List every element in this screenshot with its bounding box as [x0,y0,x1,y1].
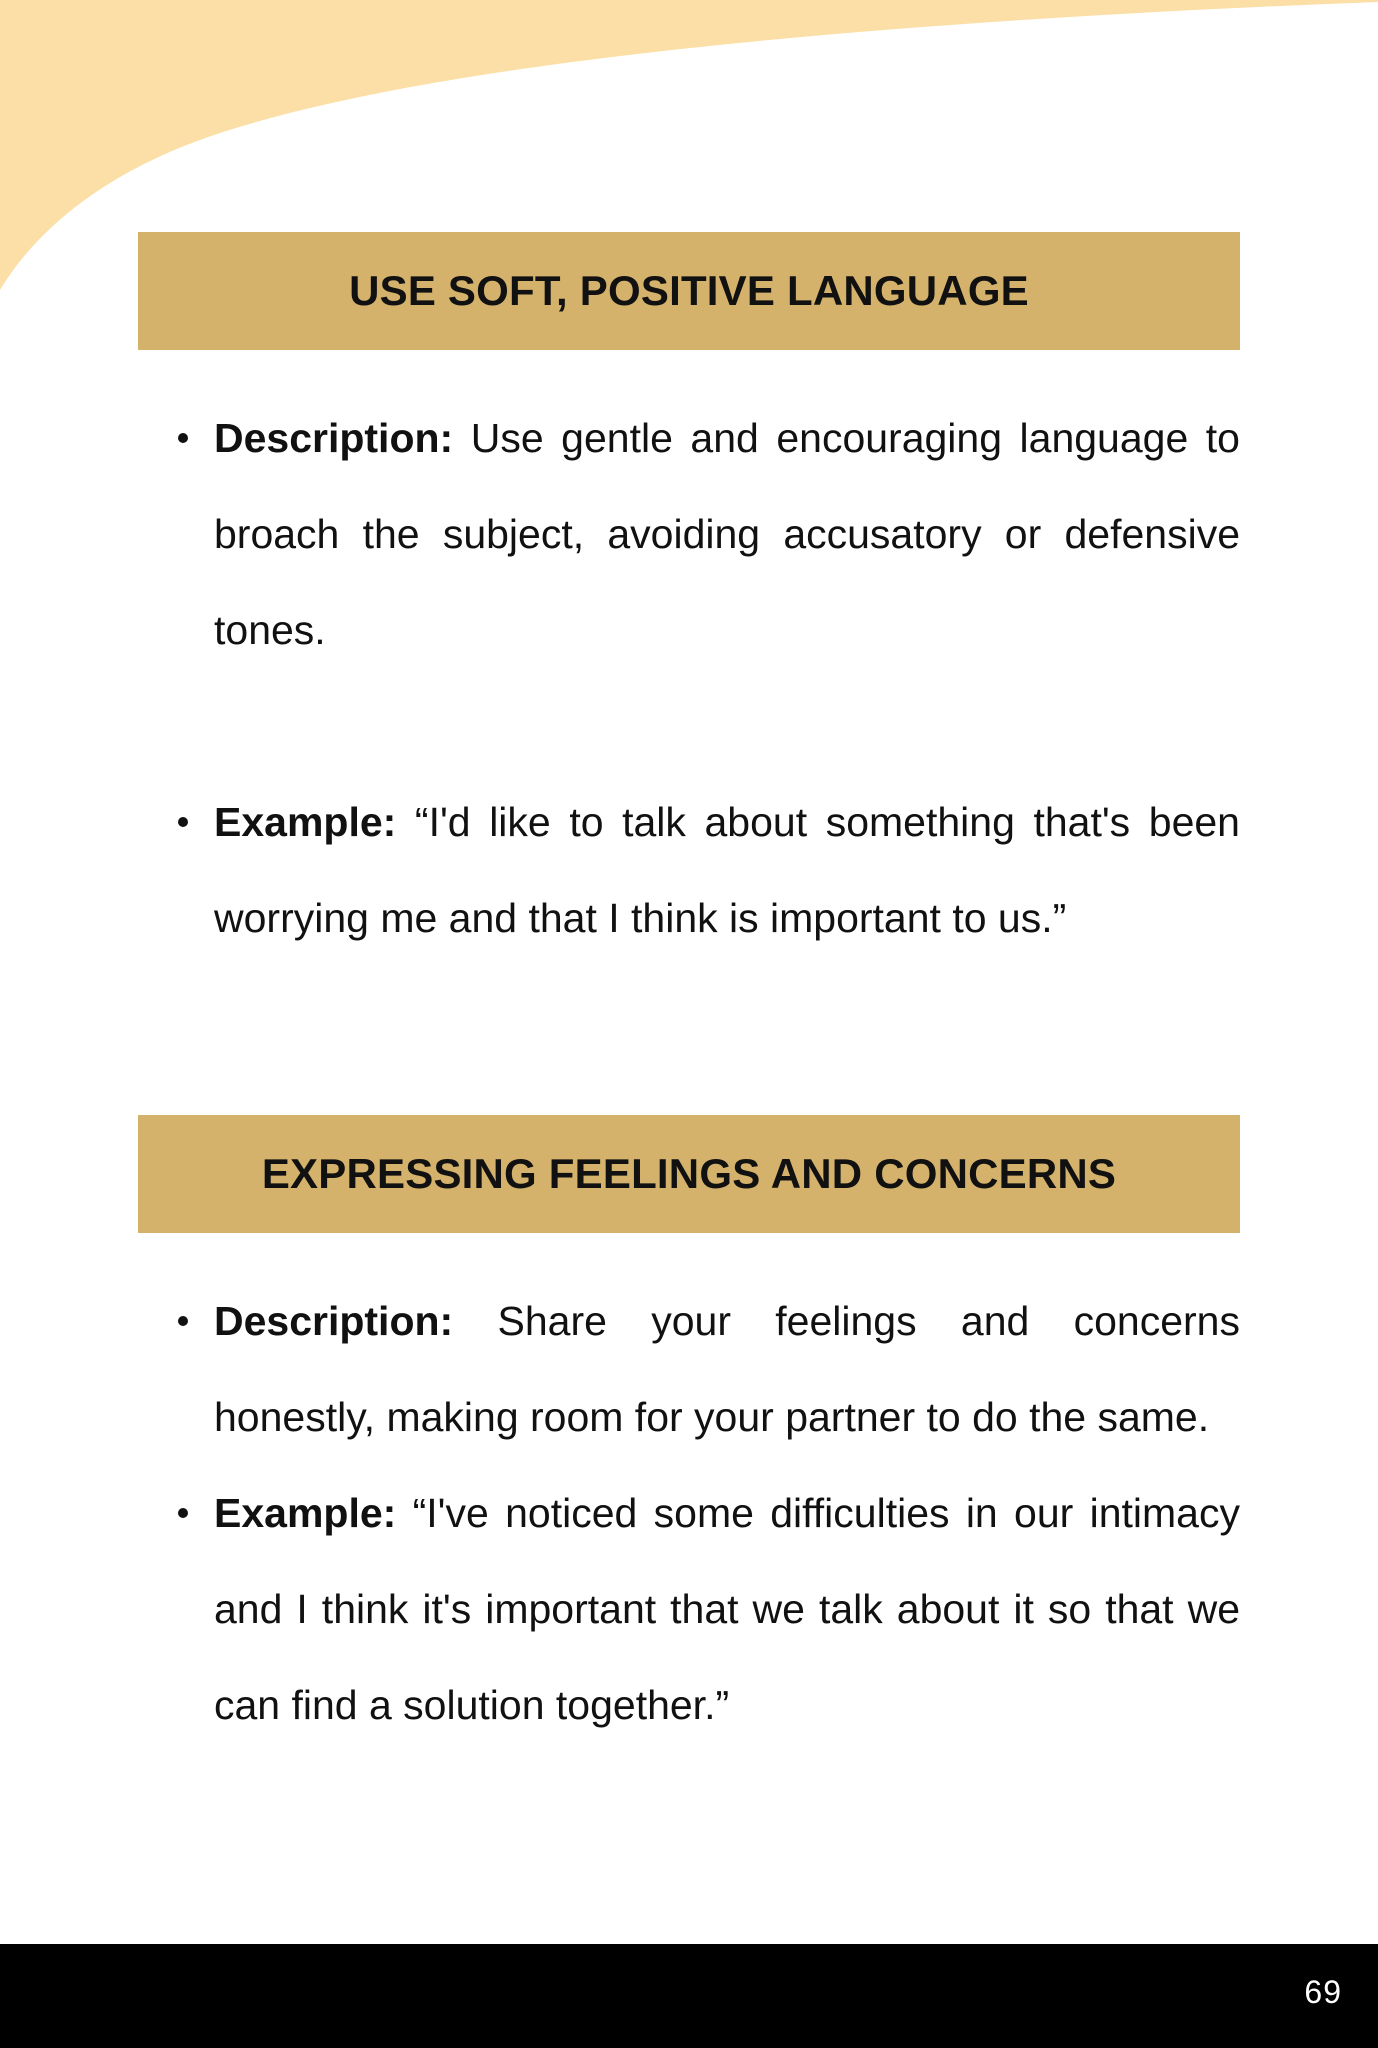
list-item-description [138,1273,1240,1465]
section-heading-soft-language: USE SOFT, POSITIVE LANGUAGE [138,232,1240,350]
bullet-icon [178,1316,188,1326]
page-number: 69 [1304,1974,1342,2010]
bullet-term: Example: [214,799,397,845]
bullet-icon [178,817,188,827]
bullet-term: Description: [214,415,454,461]
bullet-text: “I've noticed some difficulties in our intimacy and I think it's important that we talk about it so that we can find a solution together.” [214,1490,1240,1728]
bullet-text: Share your feelings and concerns honestly, making room for your partner to do the same. [214,1298,1240,1440]
bullet-text: Use gentle and encouraging language to broach the subject, avoiding accusatory or defensive tones. [214,415,1240,653]
list-item-description [138,390,1240,678]
footer-bar [0,1944,1378,2048]
bullet-icon [178,433,188,443]
bullet-text: “I'd like to talk about something that's been worrying me and that I think is important to us.” [214,799,1240,941]
bullet-icon [178,1508,188,1518]
list-item-example [138,1465,1240,1753]
feelings-concerns-list [138,1273,1240,1753]
bullet-term: Example: [214,1490,397,1536]
soft-language-list [138,390,1240,966]
list-item-example [138,774,1240,966]
section-heading-feelings-concerns: EXPRESSING FEELINGS AND CONCERNS [138,1115,1240,1233]
bullet-term: Description: [214,1298,454,1344]
